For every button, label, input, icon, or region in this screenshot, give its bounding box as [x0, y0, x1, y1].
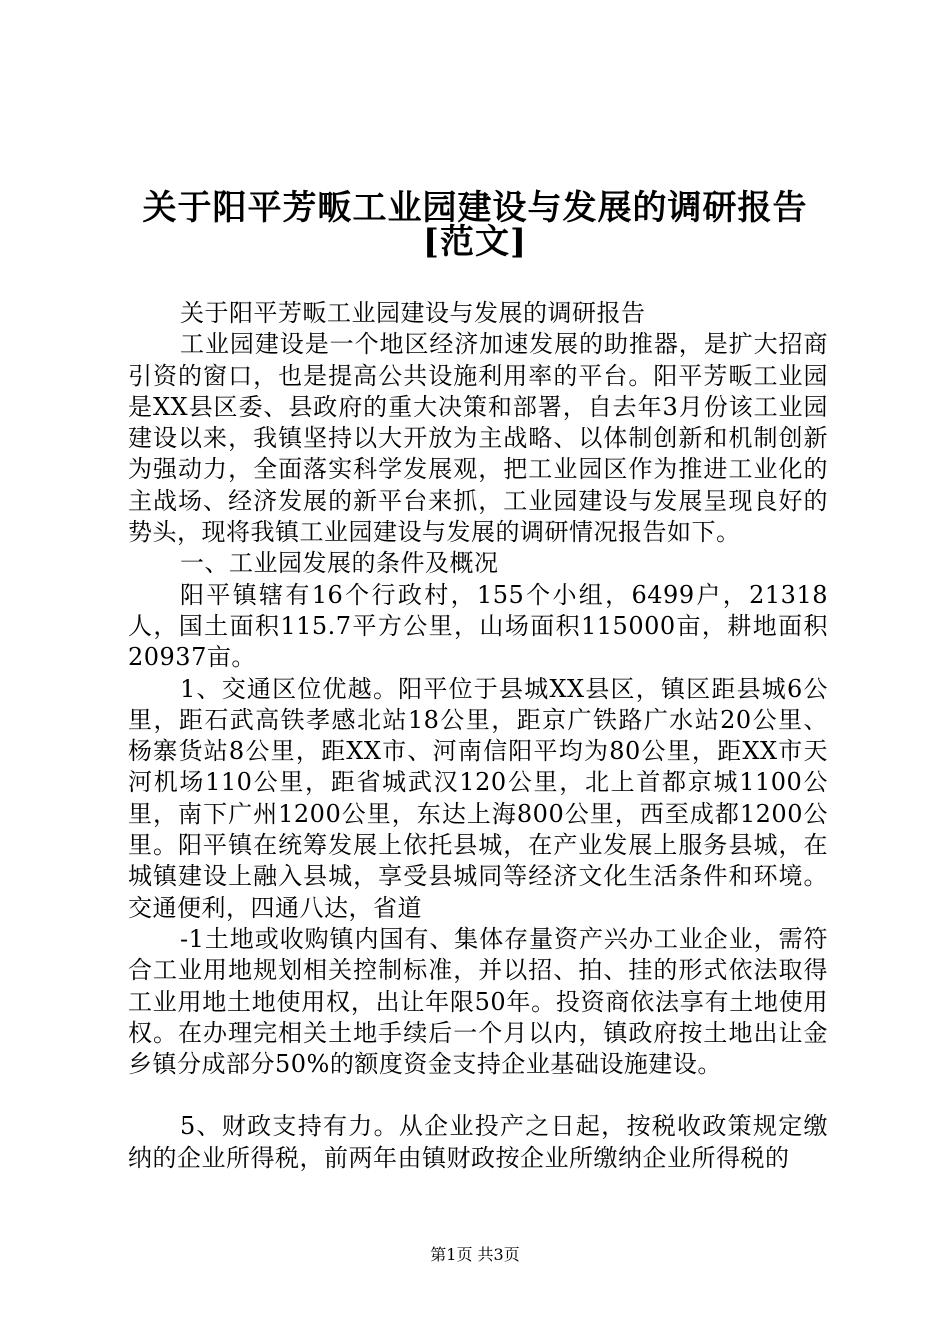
section-heading: 一、工业园发展的条件及概况	[180, 549, 499, 578]
document-title: 关于阳平芳畈工业园建设与发展的调研报告	[142, 188, 808, 228]
body-paragraph-transport: 1、交通区位优越。阳平位于县城XX县区，镇区距县城6公里，距石武高铁孝感北站18公里，距京广铁路广水站20公里、杨寨货站8公里，距XX市、河南信阳平均为80公里，距XX市天河机场110公里，距省城武汉120公里，北上首都京城1100公里，南下广州1200公里，东达上海800公里，西至成都1200公里。阳平镇在统筹发展上依托县城，在产业发展上服务县城，在城镇建设上融入县城，享受县城同等经济文化生活条件和环境。交通便利，四通八达，省道	[128, 674, 828, 922]
page-footer: 第1页 共3页	[430, 1245, 520, 1264]
body-subtitle: 关于阳平芳畈工业园建设与发展的调研报告	[180, 299, 646, 327]
document-title-suffix: [范文]	[422, 222, 528, 262]
body-paragraph-land: -1土地或收购镇内国有、集体存量资产兴办工业企业，需符合工业用地规划相关控制标准，并以招、拍、挂的形式依法取得工业用地土地使用权，出让年限50年。投资商依法享有土地使用权。在办理完相关土地手续后一个月以内，镇政府按土地出让金乡镇分成部分50%的额度资金支持企业基础设施建设。	[128, 924, 828, 1079]
body-paragraph-intro: 工业园建设是一个地区经济加速发展的助推器，是扩大招商引资的窗口，也是提高公共设施利用率的平台。阳平芳畈工业园是XX县区委、县政府的重大决策和部署，自去年3月份该工业园建设以来，我镇坚持以大开放为主战略、以体制创新和机制创新为强动力，全面落实科学发展观，把工业园区作为推进工业化的主战场、经济发展的新平台来抓，工业园建设与发展呈现良好的势头，现将我镇工业园建设与发展的调研情况报告如下。	[128, 330, 828, 547]
body-paragraph-finance: 5、财政支持有力。从企业投产之日起，按税收政策规定缴纳的企业所得税，前两年由镇财政按企业所缴纳企业所得税的	[128, 1112, 828, 1172]
body-paragraph-overview: 阳平镇辖有16个行政村，155个小组，6499户，21318人，国土面积115.7平方公里，山场面积115000亩，耕地面积20937亩。	[128, 580, 828, 672]
document-body	[128, 298, 828, 1174]
